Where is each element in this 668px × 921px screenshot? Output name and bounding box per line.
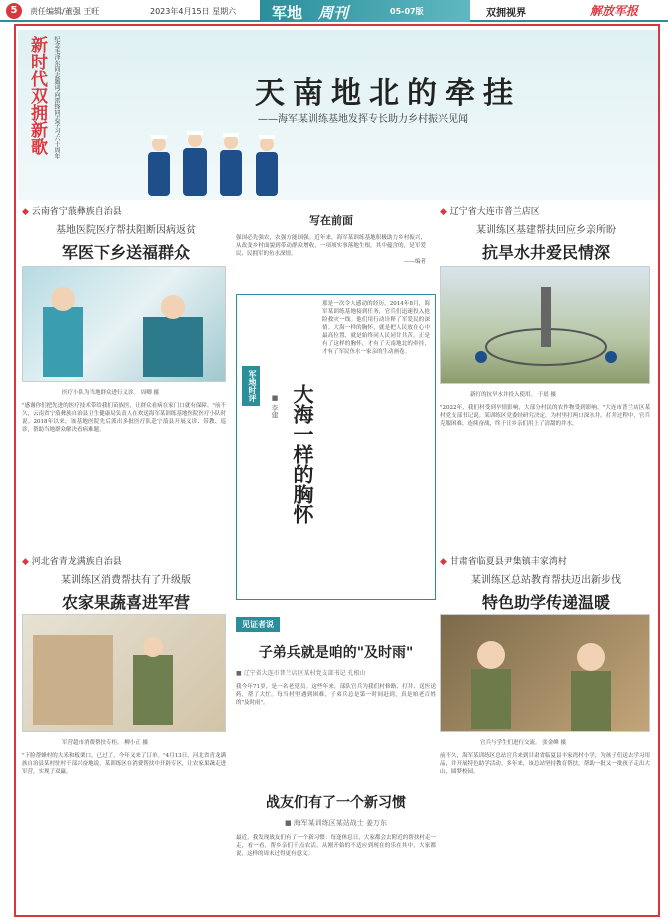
- editor-credit: 责任编辑/董强 王旺: [30, 7, 100, 16]
- essay-body: 我今年71岁，是一名老党员。这些年来，部队官兵为我们村修路、打井、送医送药，帮了大忙。每当村里遇到困难，子弟兵总是第一时间赶到，真是咱老百姓的"及时雨"。: [236, 684, 436, 706]
- story-title: 特色助学传递温暖: [481, 593, 610, 612]
- commentary-author: ■ 李建: [271, 394, 279, 419]
- market-scene-image: [23, 615, 226, 732]
- story-location: ◆ 甘肃省临夏县尹集镇丰家湾村: [440, 557, 567, 567]
- page-number: 5: [6, 3, 22, 19]
- story-kicker: 基地医院医疗帮扶阻断因病返贫: [56, 225, 196, 236]
- masthead-logo: 解放军报: [590, 4, 639, 18]
- brand-b: 周刊: [318, 4, 349, 22]
- story-photo: [440, 266, 650, 384]
- story-location: ◆ 河北省青龙满族自治县: [22, 557, 122, 567]
- essay-witness: [236, 612, 436, 752]
- lead-banner: [18, 30, 658, 200]
- essay-byline: ■ 辽宁省大连市普兰店区某村党支部书记 孔根山: [236, 670, 366, 677]
- story-yunnan: [22, 204, 230, 544]
- photo-caption: 新打的抗旱水井投入使用。 于晨 摄: [470, 392, 556, 398]
- story-location: ◆ 云南省宁蒗彝族自治县: [22, 207, 122, 217]
- photo-caption: 军营超市消费帮扶专柜。 柳小正 摄: [62, 740, 148, 746]
- editorial-body: 强国必先强农，农强方能国强。近年来，海军某训练基地积极助力乡村振兴，从改变乡村面貌到带动群众增收，一项项实事落地生根。其中蕴含的，是军爱民、民拥军的鱼水深情。: [236, 235, 426, 257]
- story-body: 前不久，海军某训练区总站官兵来到甘肃省临夏县丰家湾村小学，为孩子们送去学习用品，并开展特色助学活动。多年来，该总站坚持教育帮扶，帮助一批又一批孩子走出大山，圆梦校园。: [440, 753, 650, 775]
- commentary-label: 军地时评: [242, 366, 260, 406]
- lead-title: 天南地北的牵挂: [255, 76, 521, 111]
- story-kicker: 某训练区消费帮扶有了升级版: [61, 575, 191, 586]
- brand-banner: [260, 0, 470, 22]
- editorial-note: [236, 212, 426, 290]
- section-name: 双拥视界: [486, 8, 526, 19]
- commentary-body: 那是一次令人感动的经历。2014年8月，海军某训练基地接到任务，官兵们迅速投入抢险救灾一线。他们用行动诠释了军爱民的深情。大海一样的胸怀，就是把人民放在心中最高位置，就是始终同人民同甘共苦。正是有了这样的胸怀，才有了天南地北的牵挂，才有了军民鱼水一家亲的生动画卷。: [322, 301, 430, 355]
- story-photo: [22, 266, 226, 382]
- story-kicker: 某训练区基建帮扶回应乡亲所盼: [476, 225, 616, 236]
- photo-caption: 医疗小队为当地群众进行义诊。 周卿 摄: [62, 390, 159, 396]
- series-title: 新时代双拥新歌: [27, 36, 47, 155]
- story-title: 抗旱水井爱民情深: [481, 243, 610, 262]
- story-dalian: [440, 204, 652, 544]
- story-photo: [440, 614, 650, 732]
- story-title: 军医下乡送福群众: [61, 243, 190, 262]
- essay-title: 战友们有了一个新习惯: [266, 795, 406, 811]
- story-photo: [22, 614, 226, 732]
- essay-habit: [236, 792, 436, 912]
- story-hebei: [22, 554, 230, 914]
- essay-tag: 见证者说: [236, 617, 280, 632]
- story-body: "感谢你们把先进的医疗技术带给我们苗族医，让群众看病在家门口就有保障。"前不久，云南省宁蒗彝族自治县卫生健康局负责人在欢送海军某训练基地医院医疗小队时说。2018年以来，该基地医院先后派出多批医疗队赴宁蒗县开展义诊、带教、巡诊，帮助当地群众解决看病难题。: [22, 403, 226, 433]
- sailors-illustration: [138, 130, 298, 198]
- well-site-image: [441, 267, 650, 384]
- series-subtitle: 纪念毛泽东同志题词'向雷锋同志学习'六十周年: [53, 36, 60, 160]
- brand-a: 军地: [272, 4, 303, 22]
- story-title: 农家果蔬喜进军营: [61, 593, 190, 612]
- essay-body: 最近，我发现战友们有了一个新习惯：每逢休息日，大家都会去附近的帮扶村走一走，看一看，帮乡亲们干点农活。从刚开始的不适应到现在的乐在其中，大家都说，这样的周末过得更有意义。: [236, 835, 436, 857]
- lead-subtitle: ——海军某训练基地发挥专长助力乡村振兴见闻: [258, 114, 468, 125]
- commentary-column: [236, 294, 436, 604]
- story-gansu: [440, 554, 652, 914]
- students-scene-image: [441, 615, 650, 732]
- photo-caption: 官兵与学生们进行交流。 张金峰 摄: [480, 740, 566, 746]
- page-header: [0, 0, 668, 22]
- essay-byline: ■ 海军某训练区某站战士 姜万东: [284, 819, 388, 827]
- series-logo: [26, 36, 96, 194]
- brand-pages: 05-07版: [390, 7, 424, 16]
- editorial-heading: 写在前面: [309, 214, 353, 227]
- story-location: ◆ 辽宁省大连市普兰店区: [440, 207, 540, 217]
- story-kicker: 某训练区总站教育帮扶迈出新步伐: [471, 575, 621, 586]
- editorial-sign: ——编者: [403, 259, 426, 265]
- story-body: "2022年，我们村受到旱情影响，大部分村民的农作物受到影响。"大连市普兰店区某村党支部书记说。某训练区党委经研究决定，为村里打两口深水井。打井过程中，官兵克服困难，连续奋战，终于让乡亲们用上了清甜的井水。: [440, 405, 650, 427]
- clinic-scene-image: [23, 267, 226, 382]
- essay-title: 子弟兵就是咱的"及时雨": [258, 645, 414, 661]
- commentary-title: 大海一样的胸怀: [290, 384, 314, 524]
- issue-date: 2023年4月15日 星期六: [150, 7, 237, 16]
- story-body: "下脸帮蜂村的大米和板栗口，已过了，今年又来了订单。"4月13日，河北省青龙满族自治县某村驻村干部兴奋地说。某训练区在消费帮扶中开辟专区，让农家果蔬走进军营，实现了双赢。: [22, 753, 226, 775]
